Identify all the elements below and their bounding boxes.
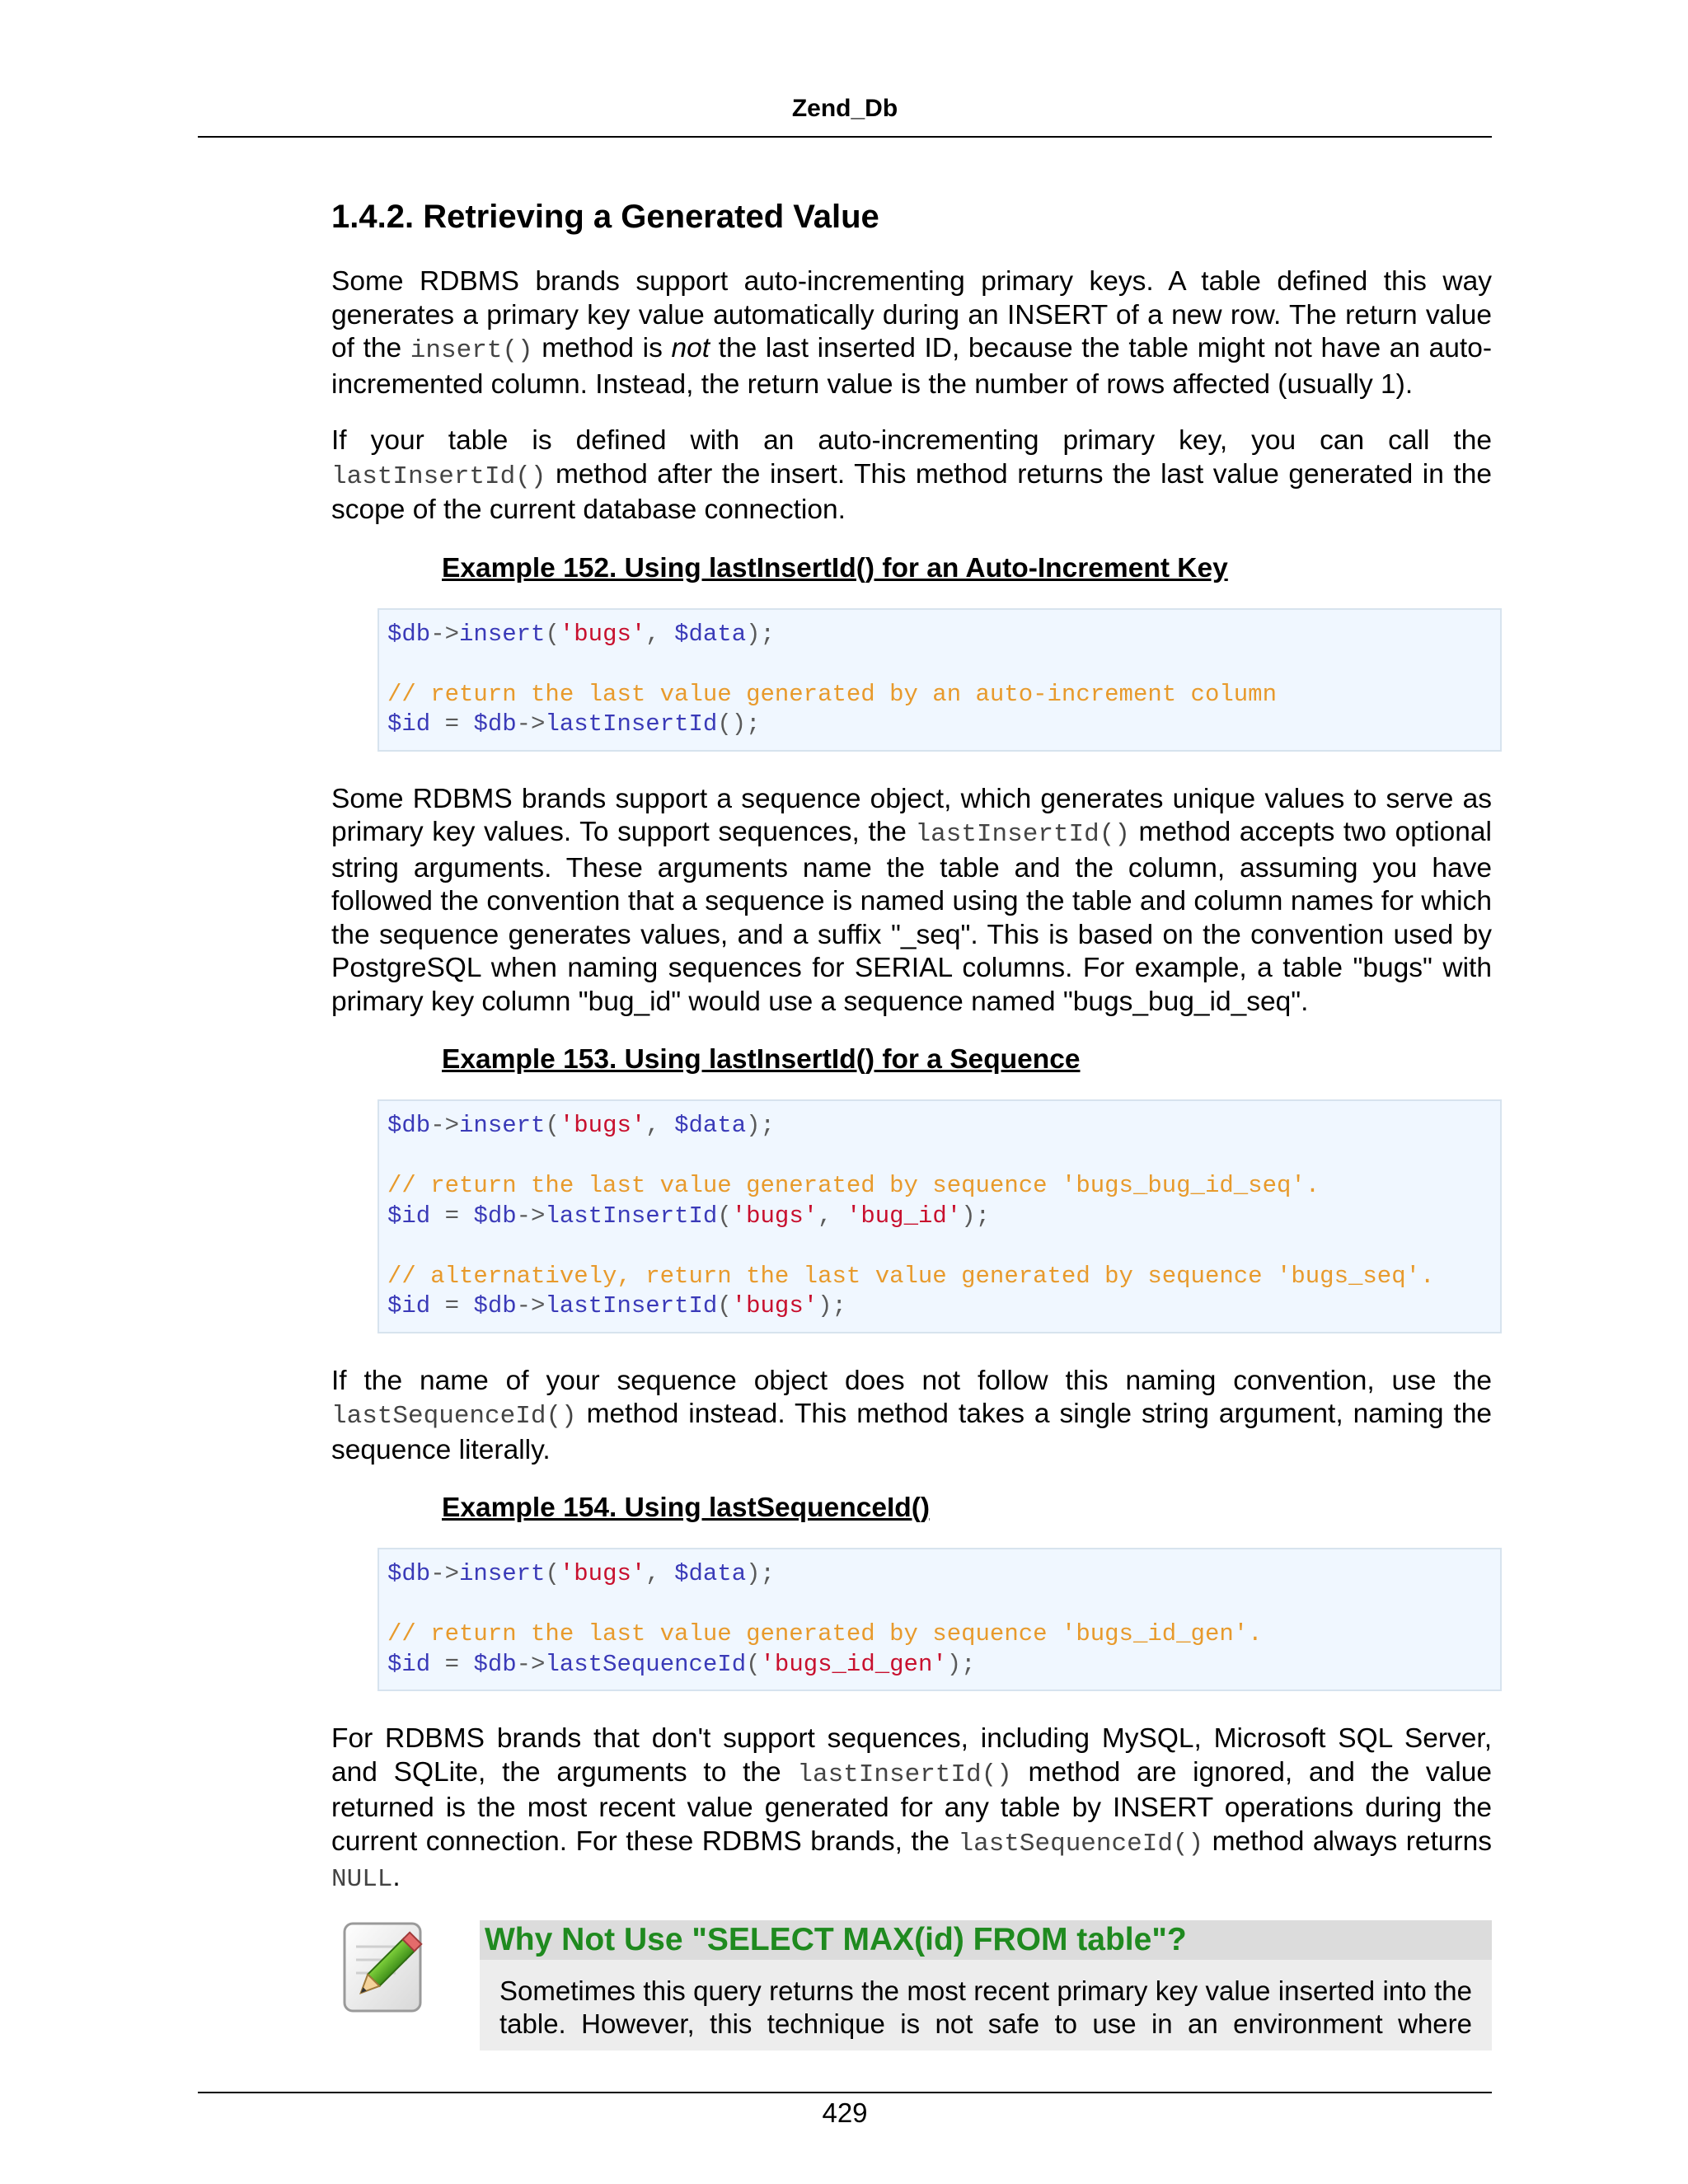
code-function: lastInsertId (545, 1202, 718, 1230)
code-line (387, 620, 1492, 650)
code-variable: $db (473, 710, 517, 738)
code-punct: ); (961, 1202, 990, 1230)
code-operator: = (430, 710, 474, 738)
note-box (480, 1920, 1492, 2050)
code-punct: ); (746, 620, 775, 648)
text: Some RDBMS brands support a sequence object, which generates unique values to serve as primary key values. To support sequences, the (331, 783, 1492, 847)
code-punct: ( (545, 1112, 560, 1139)
code-blank-line (387, 1141, 1492, 1172)
text: . (392, 1862, 401, 1892)
code-function: insert (459, 1560, 546, 1587)
code-line (387, 1291, 1492, 1322)
code-string: 'bugs' (559, 620, 646, 648)
inline-code: lastInsertId() (797, 1760, 1012, 1789)
code-function: insert (459, 620, 546, 648)
code-variable: $id (387, 710, 431, 738)
code-line (387, 1202, 1492, 1232)
code-operator: = (430, 1292, 474, 1319)
text: If the name of your sequence object does not follow this naming convention, use the (331, 1365, 1492, 1396)
paragraph-auto-increment (331, 265, 1492, 401)
code-variable: $data (674, 1112, 747, 1139)
inline-code: lastSequenceId() (958, 1829, 1204, 1858)
code-variable: $id (387, 1650, 431, 1678)
code-variable: $db (387, 1112, 431, 1139)
code-operator: -> (516, 1650, 546, 1678)
code-comment: // return the last value generated by sequence 'bugs_id_gen'. (387, 1620, 1263, 1647)
text: method are ignored, and the value returned is the most recent value generated for any table by INSERT operations during the current connection. For these RDBMS brands, the (331, 1756, 1492, 1857)
code-blank-line (387, 1590, 1492, 1620)
inline-code: NULL (331, 1865, 393, 1894)
code-blank-line (387, 1231, 1492, 1262)
code-variable: $data (674, 620, 747, 648)
code-punct: , (645, 1560, 675, 1587)
code-punct: ); (746, 1112, 775, 1139)
code-punct: ( (545, 1560, 560, 1587)
paragraph-sequences (331, 783, 1492, 1019)
example-153-title: Example 153. Using lastInsertId() for a Sequence (442, 1044, 1081, 1075)
paragraph-last-sequence-id (331, 1365, 1492, 1468)
code-string: 'bugs_id_gen' (760, 1650, 947, 1678)
inline-code: lastInsertId() (915, 820, 1130, 849)
code-punct: ( (545, 620, 560, 648)
page-header: Zend_Db (791, 95, 898, 122)
code-string: 'bugs' (559, 1560, 646, 1587)
code-variable: $db (473, 1650, 517, 1678)
text: method accepts two optional string arguments. These arguments name the table and the column, assuming you have followed the convention that a sequence is named using the table and column names for which the sequence generates values, and a suffix "_seq". This is based on the convention used by PostgreSQL when naming sequences for SERIAL columns. For example, a table "bugs" with primary key column "bug_id" would use a sequence named "bugs_bug_id_seq". (331, 817, 1492, 1017)
code-punct: , (818, 1202, 846, 1230)
code-function: lastInsertId (545, 710, 718, 738)
code-punct: , (645, 1112, 675, 1139)
example-152-title: Example 152. Using lastInsertId() for an Auto-Increment Key (442, 552, 1228, 583)
code-line (387, 1111, 1492, 1141)
text: the last inserted ID, because the table might not have an auto-incremented column. Instead, the return value is the number of rows affected (usually 1). (331, 333, 1493, 400)
code-variable: $id (387, 1292, 431, 1319)
example-153-code (377, 1099, 1502, 1333)
code-operator: -> (516, 1202, 546, 1230)
emphasis: not (671, 333, 710, 363)
inline-code: insert() (410, 336, 533, 365)
code-line (387, 1650, 1492, 1680)
text: method always returns (1203, 1825, 1492, 1857)
code-string: 'bugs' (731, 1202, 818, 1230)
code-punct: ( (717, 1292, 732, 1319)
code-punct: ); (818, 1292, 846, 1319)
code-punct: ); (946, 1650, 976, 1678)
code-variable: $data (674, 1560, 747, 1587)
code-punct: (); (717, 710, 761, 738)
section-title: 1.4.2. Retrieving a Generated Value (331, 199, 879, 235)
text: For RDBMS brands that don't support sequences, including MySQL, Microsoft SQL Server, and SQLite, the arguments to the (331, 1723, 1492, 1788)
paragraph-no-sequence-support (331, 1722, 1492, 1897)
text: method is (532, 333, 672, 363)
code-punct: , (645, 620, 675, 648)
code-operator: -> (516, 710, 546, 738)
code-function: insert (459, 1112, 546, 1139)
code-string: 'bugs' (559, 1112, 646, 1139)
note-body: Sometimes this query returns the most recent primary key value inserted into the table. However, this technique is not safe to use in an environment where (480, 1960, 1492, 2050)
code-blank-line (387, 649, 1492, 680)
code-operator: -> (430, 620, 460, 648)
note-pencil-icon (338, 1920, 430, 2018)
code-string: 'bug_id' (846, 1202, 962, 1230)
code-variable: $id (387, 1202, 431, 1230)
code-punct: ( (746, 1650, 761, 1678)
code-operator: -> (430, 1112, 460, 1139)
note-admonition (331, 1920, 1492, 2057)
page-number: 429 (822, 2097, 868, 2128)
code-variable: $db (387, 620, 431, 648)
text: method instead. This method takes a single string argument, naming the sequence literally. (331, 1399, 1492, 1465)
text: If your table is defined with an auto-incrementing primary key, you can call the (331, 425, 1492, 456)
code-punct: ); (746, 1560, 775, 1587)
example-154-code (377, 1548, 1502, 1691)
paragraph-last-insert-id (331, 424, 1492, 527)
note-title: Why Not Use "SELECT MAX(id) FROM table"? (480, 1920, 1492, 1960)
code-function: lastSequenceId (545, 1650, 747, 1678)
code-variable: $db (387, 1560, 431, 1587)
code-line (387, 710, 1492, 740)
code-operator: = (430, 1650, 474, 1678)
code-comment: // alternatively, return the last value generated by sequence 'bugs_seq'. (387, 1262, 1435, 1290)
code-line (387, 1559, 1492, 1590)
code-variable: $db (473, 1202, 517, 1230)
inline-code: lastSequenceId() (331, 1402, 577, 1431)
code-operator: -> (430, 1560, 460, 1587)
code-comment: // return the last value generated by sequence 'bugs_bug_id_seq'. (387, 1172, 1320, 1199)
page-content (331, 191, 1492, 2057)
code-punct: ( (717, 1202, 732, 1230)
code-operator: -> (516, 1292, 546, 1319)
code-variable: $db (473, 1292, 517, 1319)
code-string: 'bugs' (731, 1292, 818, 1319)
code-function: lastInsertId (545, 1292, 718, 1319)
example-152-code (377, 608, 1502, 752)
code-operator: = (430, 1202, 474, 1230)
header-rule (198, 136, 1492, 138)
inline-code: lastInsertId() (331, 462, 546, 491)
text: Some RDBMS brands support auto-incrementing primary keys. A table defined this way generates a primary key value automatically during an INSERT of a new row. The return value of the (331, 266, 1492, 363)
text: method after the insert. This method returns the last value generated in the scope of the current database connection. (331, 458, 1492, 525)
example-154-title: Example 154. Using lastSequenceId() (442, 1493, 931, 1523)
code-comment: // return the last value generated by an auto-increment column (387, 680, 1277, 708)
